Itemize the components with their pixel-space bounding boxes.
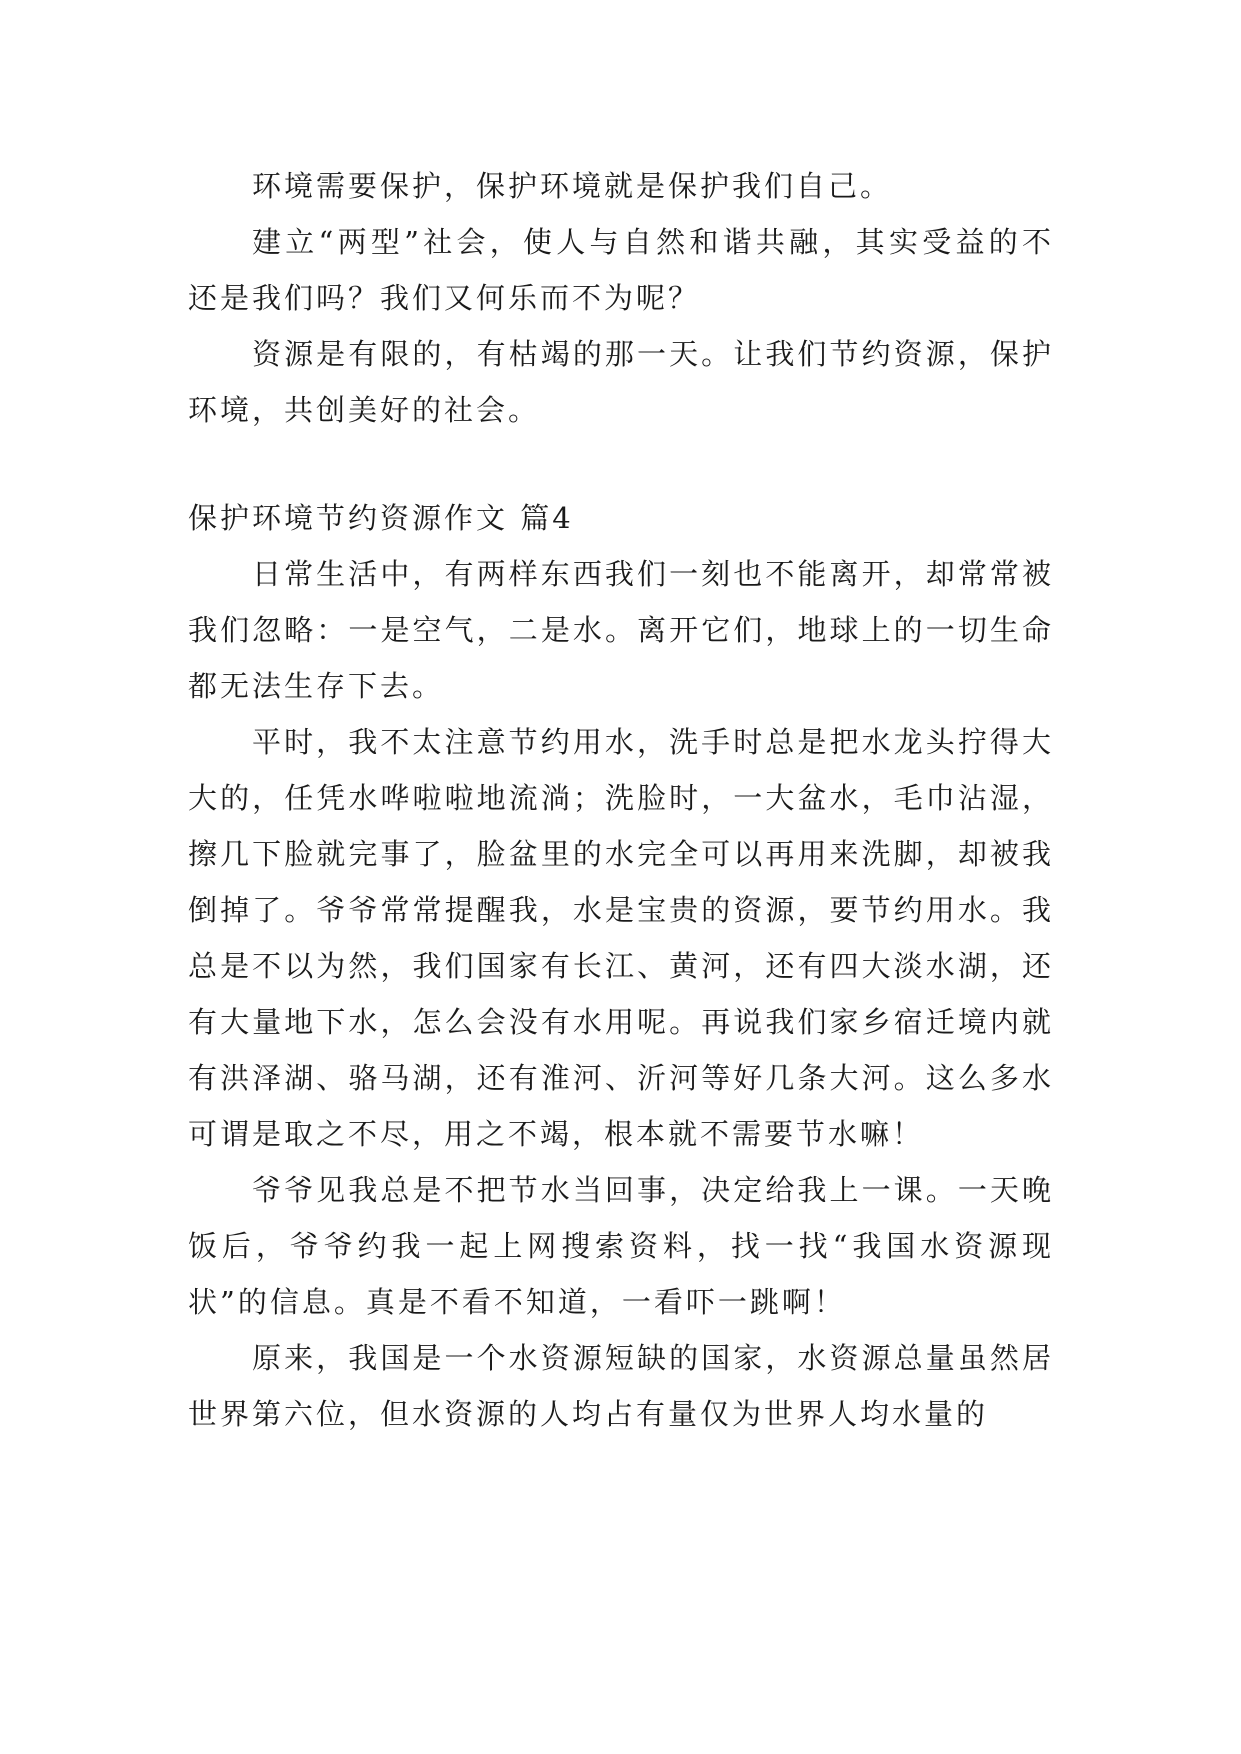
section-heading: 保护环境节约资源作文 篇4 (188, 501, 574, 535)
paragraph: 爷爷见我总是不把节水当回事，决定给我上一课。一天晚饭后，爷爷约我一起上网搜索资料，找一找“我国水资源现状”的信息。真是不看不知道，一看吓一跳啊！ (188, 1173, 1054, 1319)
paragraph: 原来，我国是一个水资源短缺的国家，水资源总量虽然居世界第六位，但水资源的人均占有量仅为世界人均水量的 (188, 1341, 1054, 1431)
paragraph: 建立“两型”社会，使人与自然和谐共融，其实受益的不还是我们吗？我们又何乐而不为呢？ (188, 225, 1054, 315)
paragraph: 资源是有限的，有枯竭的那一天。让我们节约资源，保护环境，共创美好的社会。 (188, 337, 1054, 427)
document-body (188, 158, 1054, 1442)
paragraph: 环境需要保护，保护环境就是保护我们自己。 (252, 169, 893, 203)
paragraph: 平时，我不太注意节约用水，洗手时总是把水龙头拧得大大的，任凭水哗啦啦地流淌；洗脸时，一大盆水，毛巾沾湿，擦几下脸就完事了，脸盆里的水完全可以再用来洗脚，却被我倒掉了。爷爷常常提醒我，水是宝贵的资源，要节约用水。我总是不以为然，我们国家有长江、黄河，还有四大淡水湖，还有大量地下水，怎么会没有水用呢。再说我们家乡宿迁境内就有洪泽湖、骆马湖，还有淮河、沂河等好几条大河。这么多水可谓是取之不尽，用之不竭，根本就不需要节水嘛！ (188, 725, 1054, 1151)
paragraph: 日常生活中，有两样东西我们一刻也不能离开，却常常被我们忽略：一是空气，二是水。离开它们，地球上的一切生命都无法生存下去。 (188, 557, 1054, 703)
